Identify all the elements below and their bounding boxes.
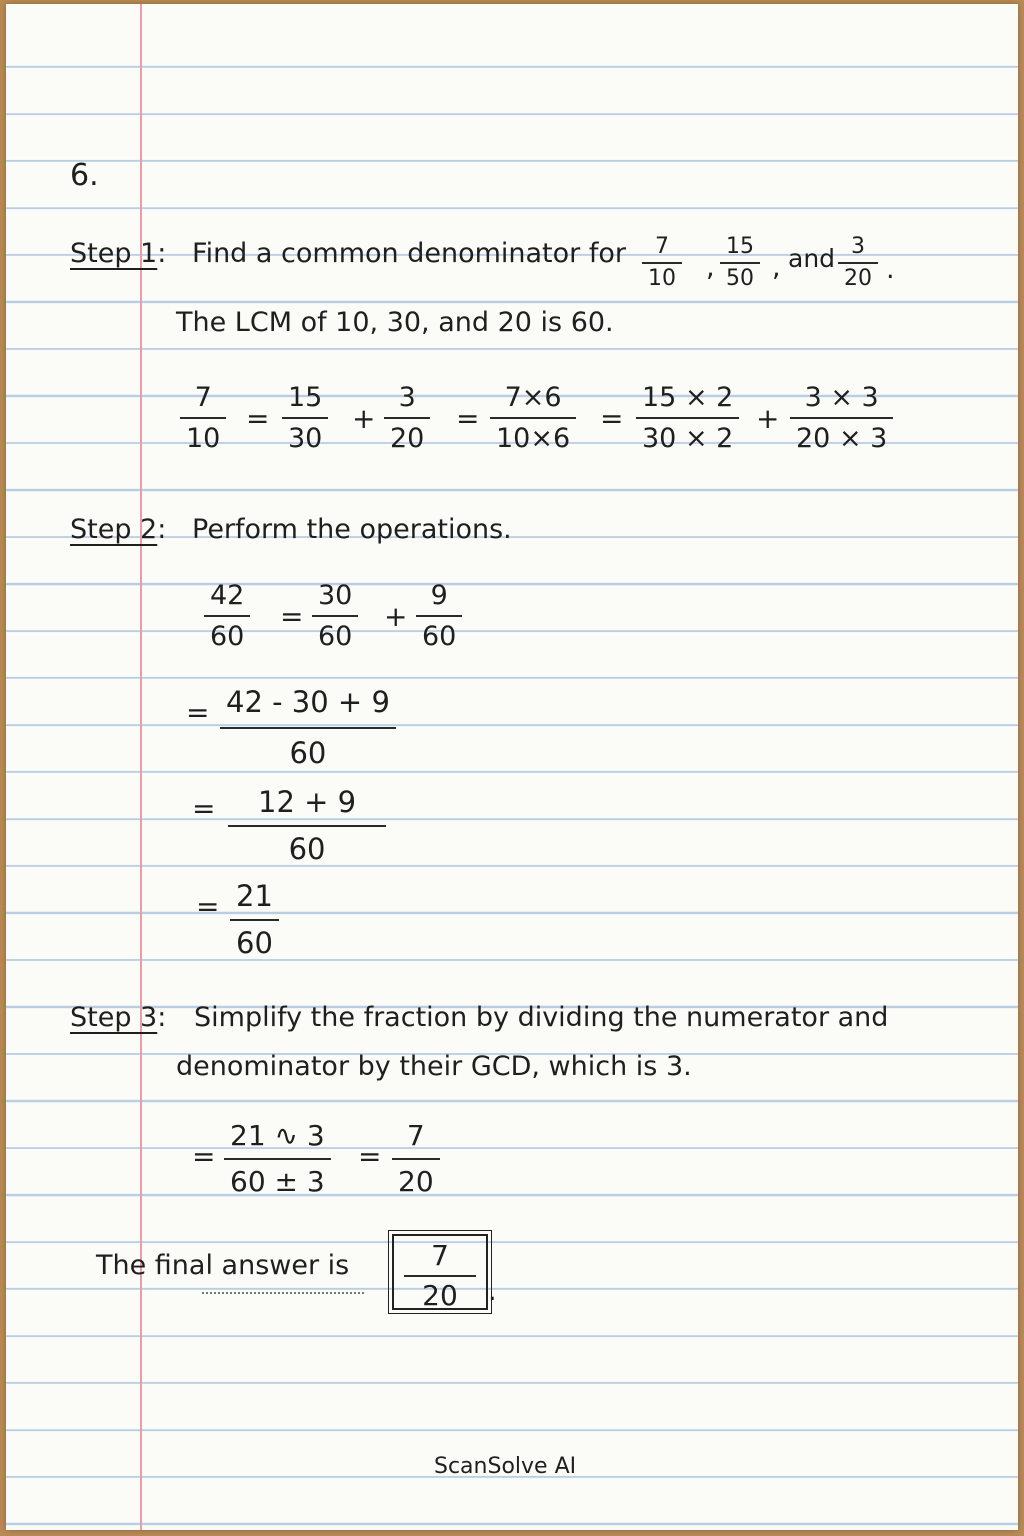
fraction-bar	[392, 1158, 440, 1160]
denominator: 60	[236, 926, 273, 960]
dotted-underline	[202, 1292, 364, 1294]
period: .	[886, 254, 895, 285]
plus-sign: +	[352, 402, 376, 435]
equals-sign: =	[456, 402, 480, 435]
denominator: 60	[288, 832, 326, 866]
problem-number: 6.	[70, 158, 99, 193]
step1-text: Find a common denominator for	[192, 238, 626, 269]
step2-text: Perform the operations.	[192, 514, 512, 545]
fraction-bar	[636, 417, 739, 419]
numerator: 7×6	[504, 382, 562, 413]
fraction-bar	[220, 727, 396, 729]
equals-sign: =	[192, 1140, 216, 1173]
numerator: 9	[430, 580, 448, 611]
step1-colon: :	[157, 238, 167, 269]
fraction-bar	[282, 417, 328, 419]
equals-sign: =	[186, 696, 210, 729]
numerator: 7	[431, 1239, 449, 1272]
footer-brand: ScanSolve AI	[434, 1454, 577, 1479]
denominator: 20	[844, 266, 872, 291]
denominator: 30 × 2	[642, 423, 734, 454]
step3-fraction-1	[224, 1119, 331, 1198]
comma: ,	[706, 252, 715, 283]
step2-row3-fraction	[228, 785, 386, 866]
final-answer-text: The final answer is	[96, 1250, 350, 1281]
equals-sign: =	[600, 402, 624, 435]
fraction-bar	[790, 417, 893, 419]
numerator: 30	[318, 580, 353, 611]
fraction-bar	[312, 615, 358, 617]
comma: ,	[772, 252, 781, 283]
eq-fraction-f	[790, 384, 893, 452]
denominator: 60	[318, 621, 353, 652]
denominator: 60	[422, 621, 457, 652]
step2-colon: :	[157, 514, 167, 545]
step3-fraction-2	[392, 1119, 440, 1198]
margin-line	[140, 4, 142, 1530]
step1-label: Step 1	[70, 238, 158, 269]
numerator: 15 × 2	[642, 382, 734, 413]
fraction-bar	[720, 262, 760, 264]
numerator: 12 + 9	[258, 785, 357, 819]
denominator: 60	[289, 736, 327, 770]
numerator: 7	[655, 234, 669, 259]
step1-heading	[70, 238, 166, 269]
denominator: 20 × 3	[796, 423, 888, 454]
period: .	[488, 1276, 497, 1307]
fraction-bar	[228, 825, 386, 827]
equals-sign: =	[358, 1140, 382, 1173]
denominator: 20	[398, 1165, 434, 1198]
step2-row4-fraction	[230, 879, 279, 960]
plus-sign: +	[756, 402, 780, 435]
denominator: 20	[422, 1279, 458, 1312]
denominator: 60 ± 3	[230, 1165, 325, 1198]
step1-fraction-3	[838, 236, 878, 290]
equals-sign: =	[196, 890, 220, 923]
step2-fraction-a	[204, 582, 250, 650]
fraction-bar	[204, 615, 250, 617]
equals-sign: =	[192, 792, 216, 825]
denominator: 10×6	[496, 423, 571, 454]
step1-fraction-2	[720, 236, 760, 290]
denominator: 60	[210, 621, 245, 652]
step3-label: Step 3	[70, 1002, 158, 1033]
numerator: 42 - 30 + 9	[226, 685, 390, 719]
fraction-bar	[416, 615, 462, 617]
step2-fraction-c	[416, 582, 462, 650]
step3-colon: :	[157, 1002, 167, 1033]
step2-heading	[70, 514, 166, 545]
step3-text-line2: denominator by their GCD, which is 3.	[176, 1051, 692, 1082]
fraction-bar	[404, 1275, 476, 1277]
denominator: 30	[288, 423, 323, 454]
notebook-page	[6, 4, 1018, 1530]
step2-fraction-b	[312, 582, 358, 650]
fraction-bar	[384, 417, 430, 419]
numerator: 21	[236, 879, 273, 913]
denominator: 10	[186, 423, 221, 454]
denominator: 50	[726, 266, 754, 291]
numerator: 3	[851, 234, 865, 259]
fraction-bar	[642, 262, 682, 264]
plus-sign: +	[384, 600, 408, 633]
final-answer-fraction	[394, 1239, 486, 1312]
eq-fraction-d	[490, 384, 576, 452]
numerator: 15	[288, 382, 323, 413]
numerator: 42	[210, 580, 245, 611]
numerator: 3	[398, 382, 416, 413]
step3-text-line1: Simplify the fraction by dividing the numerator and	[194, 1002, 889, 1033]
step2-label: Step 2	[70, 514, 158, 545]
eq-fraction-b	[282, 384, 328, 452]
fraction-bar	[230, 919, 279, 921]
fraction-bar	[838, 262, 878, 264]
step3-heading	[70, 1002, 166, 1033]
lcm-line: The LCM of 10, 30, and 20 is 60.	[176, 307, 614, 338]
equals-sign: =	[280, 600, 304, 633]
answer-box	[392, 1234, 488, 1310]
numerator: 7	[194, 382, 212, 413]
and-word: and	[788, 244, 836, 273]
equals-sign: =	[246, 402, 270, 435]
numerator: 3 × 3	[804, 382, 879, 413]
step1-fraction-1	[642, 236, 682, 290]
eq-fraction-c	[384, 384, 430, 452]
denominator: 10	[648, 266, 676, 291]
step2-row2-fraction	[220, 685, 396, 770]
numerator: 21 ∿ 3	[230, 1119, 325, 1152]
numerator: 7	[406, 1119, 425, 1152]
numerator: 15	[726, 234, 754, 259]
fraction-bar	[224, 1158, 331, 1160]
fraction-bar	[490, 417, 576, 419]
fraction-bar	[180, 417, 226, 419]
eq-fraction-e	[636, 384, 739, 452]
eq-fraction-a	[180, 384, 226, 452]
denominator: 20	[390, 423, 425, 454]
